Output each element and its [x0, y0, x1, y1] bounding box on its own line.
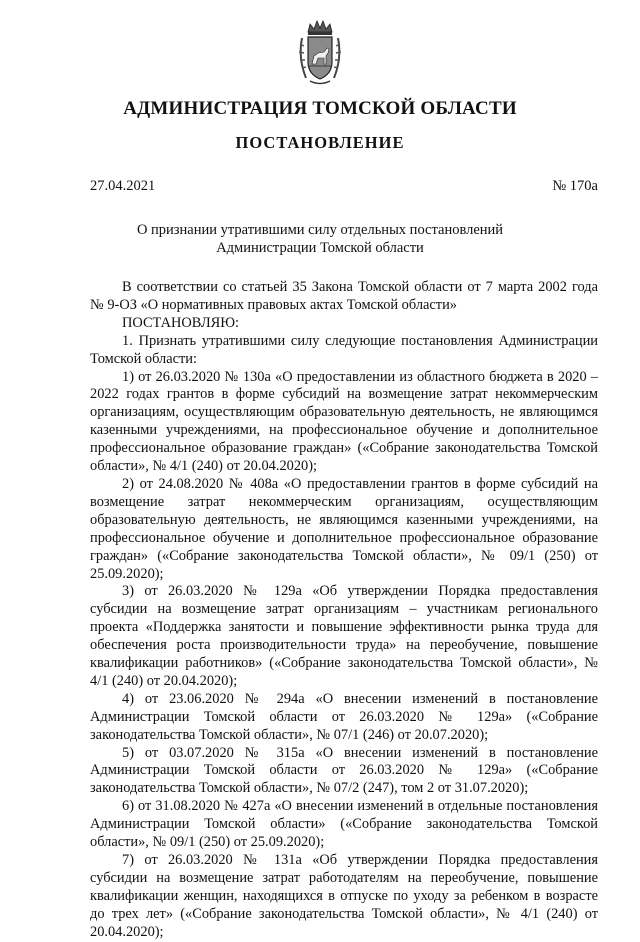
- subitem-4: 4) от 23.06.2020 № 294а «О внесении изменений в постановление Администрации Томской области от 26.03.2020 № 129а» («Собрание законодательства Томской области», № 07/1 (246) от 20.07.2020);: [90, 690, 598, 743]
- document-body: [90, 279, 598, 942]
- subitem-1: 1) от 26.03.2020 № 130а «О предоставлении из областного бюджета в 2020 – 2022 годах грантов в форме субсидий на возмещение затрат некоммерческим организациям, осуществляющим образовательную деятельность, не являющимся казенными учреждениями, на профессиональное обучение и дополнительное профессиональное образование граждан» («Собрание законодательства Томской области», № 4/1 (240) от 20.04.2020);: [90, 368, 598, 475]
- subitem-2: 2) от 24.08.2020 № 408а «О предоставлении грантов в форме субсидий на возмещение затрат некоммерческим организациям, осуществляющим образовательную деятельность, не являющимся казенными учреждениями, на профессиональное обучение и дополнительное профессиональное образование граждан» («Собрание законодательства Томской области», № 09/1 (250) от 25.09.2020);: [90, 475, 598, 582]
- document-type: ПОСТАНОВЛЕНИЕ: [235, 133, 405, 152]
- decree-word: ПОСТАНОВЛЯЮ:: [122, 314, 240, 331]
- subitem-7: 7) от 26.03.2020 № 131а «Об утверждении Порядка предоставления субсидии на возмещение затрат работодателям на переобучение, повышение квалификации женщин, находящихся в отпуске по уходу за ребенком в возрасте до трех лет» («Собрание законодательства Томской области», № 4/1 (240) от 20.04.2020);: [90, 852, 598, 940]
- subitem-6: 6) от 31.08.2020 № 427а «О внесении изменений в отдельные постановления Администрации Томской области» («Собрание законодательства Томской области», № 09/1 (250) от 25.09.2020);: [90, 798, 598, 851]
- document-subject: [0, 221, 640, 257]
- subject-line-2: Администрации Томской области: [216, 240, 424, 256]
- organization-title: АДМИНИСТРАЦИЯ ТОМСКОЙ ОБЛАСТИ: [123, 98, 517, 119]
- subitem-3: 3) от 26.03.2020 № 129а «Об утверждении Порядка предоставления субсидии на возмещение затрат организациям – участникам регионального проекта «Поддержка занятости и повышение эффективности рынка труда для обеспечения роста производительности труда» на переобучение, повышение квалификации работников» («Собрание законодательства Томской области», № 4/1 (240) от 20.04.2020);: [90, 583, 598, 689]
- document-number: № 170а: [552, 178, 598, 194]
- document-date: 27.04.2021: [90, 178, 156, 194]
- subitem-5: 5) от 03.07.2020 № 315а «О внесении изменений в постановление Администрации Томской области от 26.03.2020 № 129а» («Собрание законодательства Томской области», № 07/2 (247), том 2 от 31.07.2020);: [90, 744, 598, 797]
- subject-line-1: О признании утратившими силу отдельных постановлений: [136, 222, 504, 238]
- preamble-paragraph: В соответствии со статьей 35 Закона Томской области от 7 марта 2002 года № 9-ОЗ «О нормативных правовых актах Томской области»: [90, 279, 598, 313]
- tomsk-coat-of-arms-icon: [296, 18, 344, 88]
- item-1-paragraph: 1. Признать утратившими силу следующие постановления Администрации Томской области:: [90, 332, 598, 367]
